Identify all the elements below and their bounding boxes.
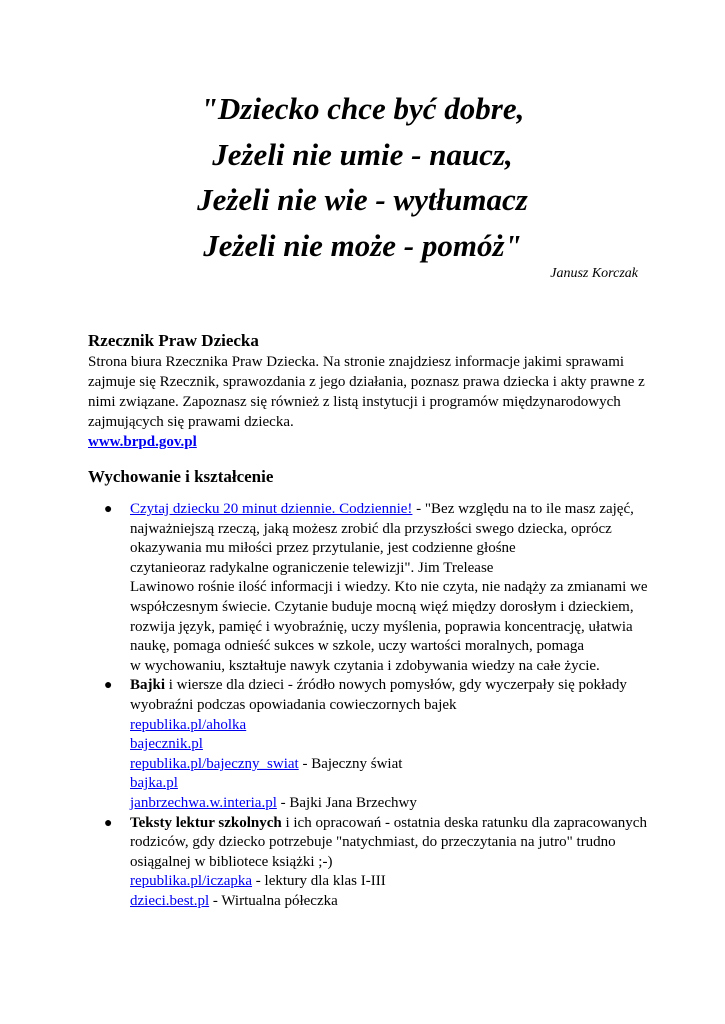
reading-text-line: naukę, pomaga odnieść sukces w szkole, uczy wartości moralnych, pomaga: [130, 638, 585, 655]
school-readings-bold: Teksty lektur szkolnych: [130, 814, 282, 831]
rpd-website-link[interactable]: www.brpd.gov.pl: [88, 434, 197, 450]
quote-line: Jeżeli nie wie - wytłumacz: [197, 182, 528, 217]
school-readings-text-line: osiągalnej w bibliotece książki ;-): [130, 853, 333, 870]
rpd-description-line: zajmuje się Rzecznik, sprawozdania z jego działania, poznasz prawa dziecka i akty prawne z: [88, 374, 645, 390]
link-bajka[interactable]: bajka.pl: [130, 775, 178, 792]
quote-line: Jeżeli nie może - pomóż": [203, 227, 522, 263]
fairy-tales-text: i wiersze dla dzieci - źródło nowych pomysłów, gdy wyczerpały się pokłady: [165, 677, 627, 694]
main-content: [88, 330, 648, 911]
link-bajeczny-swiat[interactable]: republika.pl/bajeczny_swiat: [130, 755, 299, 772]
rpd-description: [88, 352, 648, 432]
education-heading: Wychowanie i kształcenie: [88, 467, 274, 486]
bullet-icon: ●: [104, 502, 113, 517]
school-readings-text-line: rodziców, gdy dziecko potrzebuje "natychmiast, do przeczytania na jutro" trudno: [130, 834, 616, 851]
rpd-description-line: zajmujących się prawami dziecka.: [88, 414, 294, 430]
rpd-description-line: nimi związane. Zapoznasz się również z listą instytucji i programów międzynarodowych: [88, 394, 621, 410]
link-iczapka[interactable]: republika.pl/iczapka: [130, 873, 253, 890]
quote-line: "Dziecko chce być dobre,: [200, 91, 525, 126]
school-readings-text: i ich opracowań - ostatnia deska ratunku dla zapracowanych: [281, 814, 647, 831]
link-description: - Wirtualna półeczka: [209, 892, 338, 909]
list-item-reading: [88, 500, 648, 676]
link-dzieci-best[interactable]: dzieci.best.pl: [130, 892, 210, 909]
bullet-icon: ●: [104, 678, 113, 694]
rpd-description-line: Strona biura Rzecznika Praw Dziecka. Na stronie znajdziesz informacje jakimi sprawami: [88, 354, 625, 370]
reading-text-line: rozwija język, pamięć i wyobraźnię, uczy myślenia, poprawia koncentrację, ułatwia: [130, 618, 633, 635]
link-description: - Bajeczny świat: [298, 755, 403, 772]
fairy-tales-text-line: wyobraźni podczas opowiadania cowieczornych bajek: [130, 696, 457, 713]
list-item-fairy-tales: [88, 676, 648, 813]
fairy-tales-bold: Bajki: [130, 677, 166, 694]
quote-line: Jeżeli nie umie - naucz,: [212, 136, 513, 172]
link-description: - lektury dla klas I-III: [252, 873, 386, 890]
link-bajecznik[interactable]: bajecznik.pl: [130, 736, 203, 753]
reading-text-line: współczesnym świecie. Czytanie buduje mocną więź między dorosłym i dzieckiem,: [130, 598, 634, 615]
reading-text-line: czytanieoraz radykalne ograniczenie telewizji". Jim Trelease: [130, 559, 494, 576]
bullet-icon: ●: [104, 815, 113, 831]
quote-author: Janusz Korczak: [550, 266, 638, 281]
reading-text-line: okazywania mu miłości przez przytulanie, jest codzienne głośne: [130, 540, 516, 557]
link-description: - Bajki Jana Brzechwy: [276, 794, 417, 811]
reading-text-line: Lawinowo rośnie ilość informacji i wiedzy. Kto nie czyta, nie nadąży za zmianami we: [130, 579, 648, 596]
korczak-quote: [0, 86, 725, 268]
list-item-school-readings: [88, 814, 648, 912]
link-janbrzechwa[interactable]: janbrzechwa.w.interia.pl: [130, 794, 277, 811]
reading-campaign-link[interactable]: Czytaj dziecku 20 minut dziennie. Codziennie!: [130, 501, 413, 517]
reading-text-line: w wychowaniu, kształtuje nawyk czytania i zdobywania wiedzy na całe życie.: [130, 657, 600, 674]
education-list: [88, 500, 648, 911]
rpd-heading: Rzecznik Praw Dziecka: [88, 331, 259, 350]
reading-quote-text: - "Bez względu na to ile masz zajęć,: [412, 501, 634, 517]
reading-text-line: najważniejszą rzeczą, jaką możesz zrobić dla przyszłości swego dziecka, oprócz: [130, 520, 612, 537]
link-aholka[interactable]: republika.pl/aholka: [130, 716, 247, 733]
